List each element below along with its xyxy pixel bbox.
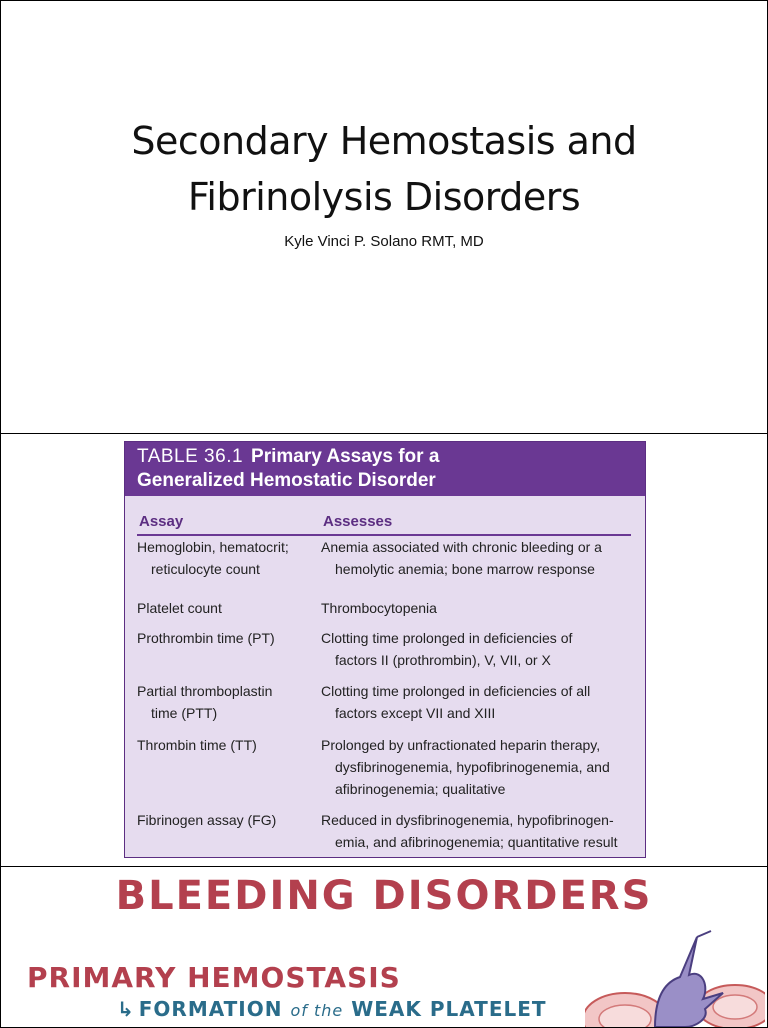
title-line-2: Fibrinolysis Disorders	[187, 175, 581, 219]
formation-subheading	[117, 997, 547, 1021]
column-header-assay: Assay	[139, 513, 184, 530]
assesses-text: factors II (prothrombin), V, VII, or X	[335, 652, 551, 668]
platelet-illustration-icon	[585, 927, 765, 1027]
assay-text: reticulocyte count	[151, 561, 260, 577]
assesses-text: Clotting time prolonged in deficiencies of all	[321, 683, 591, 699]
assesses-text: hemolytic anemia; bone marrow response	[335, 561, 595, 577]
bleeding-disorders-title: BLEEDING DISORDERS	[115, 873, 653, 919]
assay-text: Partial thromboplastin	[137, 683, 273, 699]
table-column-headers	[137, 512, 631, 536]
table-header	[125, 442, 645, 496]
assay-cell	[137, 597, 317, 619]
assay-text: time (PTT)	[151, 705, 218, 721]
table-title-line-2: Generalized Hemostatic Disorder	[137, 470, 436, 491]
assesses-cell	[321, 809, 637, 853]
assay-text: Hemoglobin, hematocrit;	[137, 539, 289, 555]
assay-cell	[137, 734, 317, 756]
arrow-icon: ↳	[117, 997, 135, 1021]
assesses-cell	[321, 536, 637, 580]
assay-text: Thrombin time (TT)	[137, 737, 257, 753]
assesses-text: emia, and afibrinogenemia; quantitative result	[335, 834, 618, 850]
assesses-cell	[321, 734, 637, 800]
assay-text: Platelet count	[137, 600, 222, 616]
assesses-text: Clotting time prolonged in deficiencies of	[321, 630, 573, 646]
table-title-line-1: Primary Assays for a	[251, 446, 440, 467]
assay-cell	[137, 680, 317, 724]
sub-word-weak-platelet: WEAK PLATELET	[351, 997, 547, 1021]
column-header-assesses: Assesses	[323, 513, 393, 530]
assesses-text: Thrombocytopenia	[321, 600, 437, 616]
assesses-cell	[321, 627, 637, 671]
assesses-text: factors except VII and XIII	[335, 705, 496, 721]
assesses-text: dysfibrinogenemia, hypofibrinogenemia, and	[335, 759, 610, 775]
assesses-text: Prolonged by unfractionated heparin therapy,	[321, 737, 601, 753]
sub-word-of-the: of the	[290, 1001, 344, 1020]
assay-cell	[137, 536, 317, 580]
assesses-cell	[321, 680, 637, 724]
title-slide	[0, 0, 768, 434]
assesses-text: afibrinogenemia; qualitative	[335, 781, 506, 797]
table-slide	[0, 433, 768, 867]
assay-text: Prothrombin time (PT)	[137, 630, 275, 646]
assay-text: Fibrinogen assay (FG)	[137, 812, 277, 828]
slide-title	[1, 113, 767, 225]
sub-word-formation: FORMATION	[138, 997, 283, 1021]
title-line-1: Secondary Hemostasis and	[131, 119, 637, 163]
assay-cell	[137, 809, 317, 831]
assay-cell	[137, 627, 317, 649]
author-name: Kyle Vinci P. Solano RMT, MD	[284, 233, 484, 250]
assesses-cell	[321, 597, 637, 619]
bleeding-disorders-slide	[0, 866, 768, 1028]
assay-table	[124, 441, 646, 858]
table-number: TABLE 36.1	[137, 446, 244, 467]
assesses-text: Anemia associated with chronic bleeding or a	[321, 539, 602, 555]
assesses-text: Reduced in dysfibrinogenemia, hypofibrinogen-	[321, 812, 614, 828]
primary-hemostasis-heading: PRIMARY HEMOSTASIS	[27, 961, 401, 994]
